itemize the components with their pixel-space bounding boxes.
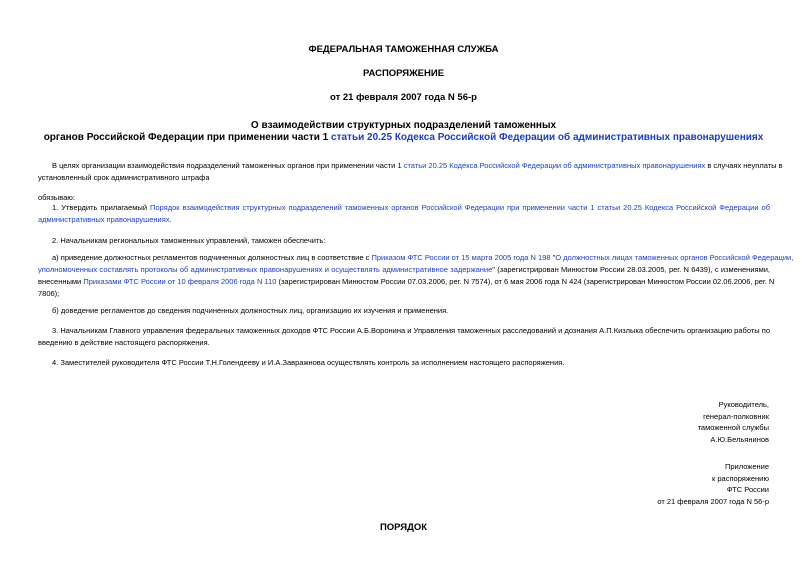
intro-line-2: установленный срок административного штрафа <box>38 173 210 182</box>
item-2a-text-c: " (зарегистрирован Минюстом России 28.03.2005, рег. N 6439), с изменениями, <box>492 265 770 274</box>
item-1-end: . <box>169 215 172 224</box>
item-2a-text-a: а) приведение должностных регламентов подчиненных должностных лиц в соответствие с <box>52 253 372 262</box>
item-2a-paragraph <box>38 252 794 300</box>
order-procedure-link[interactable]: Порядок взаимодействия структурных подразделений таможенных органов Российской Федерации при применении части 1 статьи 20.25 Кодекса Российской Федерации об <box>150 203 770 212</box>
item-1-line-2 <box>38 214 770 226</box>
signature-position: Руководитель, <box>718 400 769 409</box>
intro-text-a: В целях организации взаимодействия подразделений таможенных органов при применении части 1 <box>52 161 404 170</box>
appendix-date: от 21 февраля 2007 года N 56-р <box>657 496 769 506</box>
item-1-paragraph <box>38 202 770 226</box>
appendix-to: к распоряжению <box>712 473 769 483</box>
order-198-title-link[interactable]: О должностных лицах таможенных органов Российской Федерации, <box>555 253 794 262</box>
item-3-paragraph <box>38 325 770 349</box>
obliges-text: обязываю: <box>38 193 75 202</box>
document-date-number: от 21 февраля 2007 года N 56-р <box>330 92 477 103</box>
order-198-link[interactable]: Приказом ФТС России от 15 марта 2005 года N 198 <box>371 253 551 262</box>
appendix-block <box>657 461 769 507</box>
signature-block <box>698 399 769 445</box>
title-line-1: О взаимодействии структурных подразделений таможенных <box>250 120 557 131</box>
intro-article-link[interactable]: статьи 20.25 Кодекса Российской Федерации об административных правонарушениях <box>403 161 706 170</box>
title-line-2 <box>0 132 807 144</box>
appendix-label: Приложение <box>725 462 769 471</box>
agency-heading: ФЕДЕРАЛЬНАЯ ТАМОЖЕННАЯ СЛУЖБА <box>308 44 499 55</box>
order-198-title-link-cont[interactable]: уполномоченных составлять протоколы об административных правонарушениях и осуществлять административное задержание <box>38 265 493 274</box>
intro-paragraph <box>38 160 783 184</box>
document-title <box>0 120 807 144</box>
intro-line-1 <box>52 160 783 172</box>
order-110-link[interactable]: Приказами ФТС России от 10 февраля 2006 года N 110 <box>83 277 277 286</box>
item-1-text: 1. Утвердить прилагаемый <box>52 203 150 212</box>
intro-text-b: в случаях неуплаты в <box>705 161 783 170</box>
document-type: РАСПОРЯЖЕНИЕ <box>362 68 445 79</box>
signature-name: А.Ю.Бельянинов <box>710 434 769 444</box>
item-2b-paragraph: б) доведение регламентов до сведения подчиненных должностных лиц, организацию их изучения и применения. <box>52 306 449 315</box>
item-3-line-1: 3. Начальникам Главного управления федеральных таможенных доходов ФТС России А.Б.Воронина и Управления таможенных расследований и дознания А.П.Кизлыка обеспечить организацию работы по <box>52 326 770 335</box>
item-1-line-1 <box>52 202 770 214</box>
item-2a-line-1 <box>52 252 794 264</box>
item-2-paragraph: 2. Начальникам региональных таможенных управлений, таможен обеспечить: <box>52 236 326 245</box>
appendix-agency: ФТС России <box>726 485 769 494</box>
item-2a-text-b: " <box>550 253 556 262</box>
item-2a-line-2 <box>38 264 770 276</box>
order-procedure-link-cont[interactable]: административных правонарушениях <box>38 215 170 224</box>
title-article-link[interactable]: статьи 20.25 Кодекса Российской Федерации об административных правонарушениях <box>331 132 764 143</box>
item-3-line-2: введению в действие настоящего распоряжения. <box>38 338 210 347</box>
item-2a-line-3 <box>38 276 775 288</box>
signature-rank: генерал-полковник <box>703 411 769 421</box>
item-4-paragraph: 4. Заместителей руководителя ФТС России Т.Н.Голендееву и И.А.Завражнова осуществлять контроль за исполнением настоящего распоряжения. <box>52 358 565 367</box>
item-2a-text-e: (зарегистрирован Минюстом России 07.03.2006, рег. N 7574), от 6 мая 2006 года N 424 (зарегистрирован Минюстом России 02.06.2006, рег. N <box>276 277 775 286</box>
procedure-heading: ПОРЯДОК <box>379 522 428 533</box>
item-2a-line-4: 7806); <box>38 289 60 298</box>
title-line-2-prefix: органов Российской Федерации при применении части 1 <box>43 132 332 143</box>
item-2a-text-d: внесенными <box>38 277 84 286</box>
signature-service: таможенной службы <box>697 423 769 432</box>
